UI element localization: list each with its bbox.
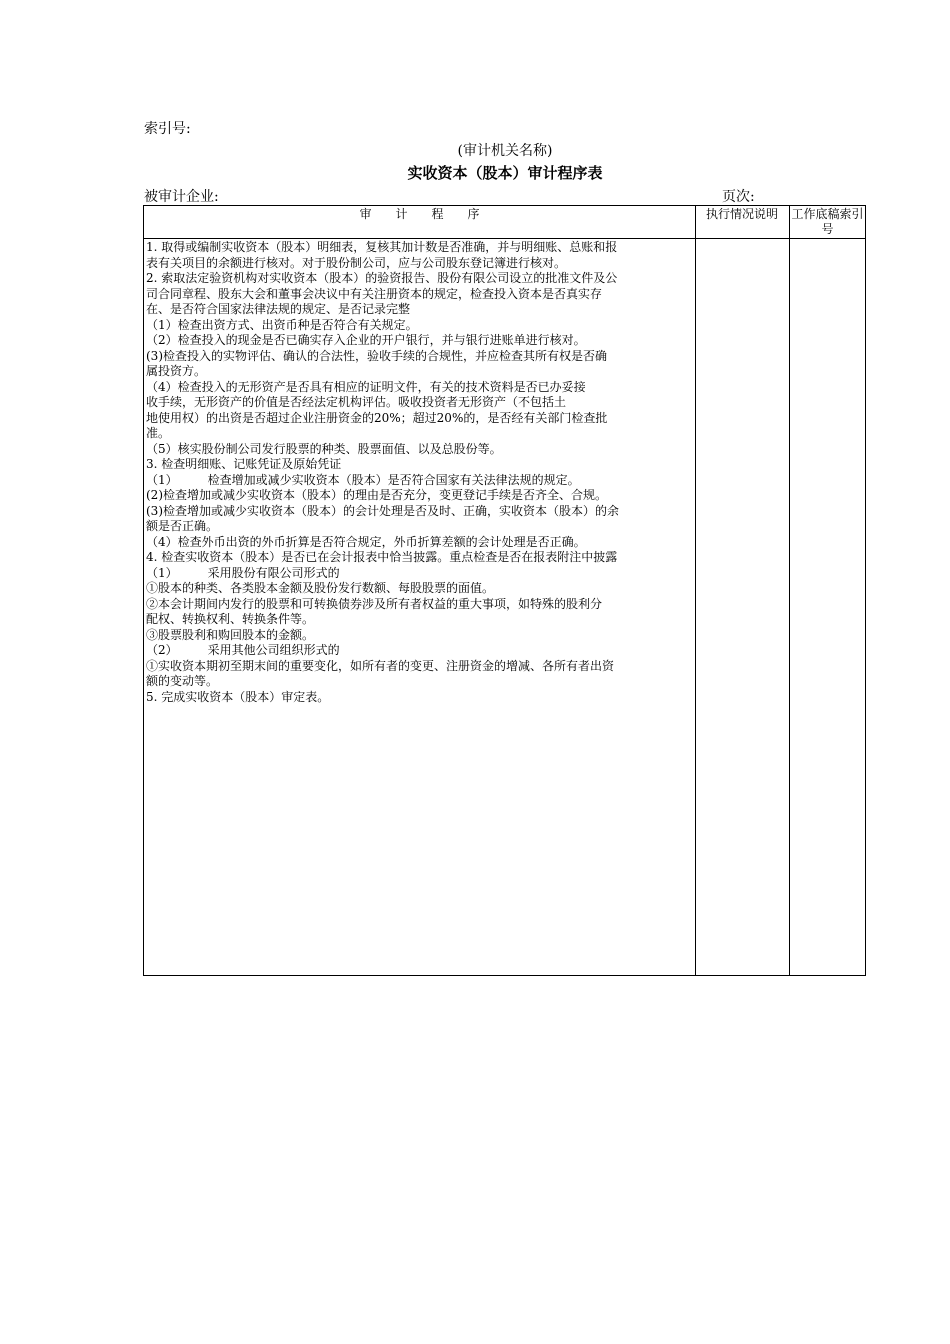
procedure-line: （1） 采用股份有限公司形式的 — [146, 565, 340, 580]
procedure-line: 司合同章程、股东大会和董事会决议中有关注册资本的规定，检查投入资本是否真实存 — [146, 286, 603, 301]
procedure-line: 地使用权）的出资是否超过企业注册资金的20%；超过20%的，是否经有关部门检查批 — [146, 410, 608, 425]
procedure-line: 3. 检查明细账、记账凭证及原始凭证 — [146, 457, 342, 471]
procedure-line: (2)检查增加或减少实收资本（股本）的理由是否充分，变更登记手续是否齐全、合规。 — [146, 488, 608, 502]
procedure-line: 在、是否符合国家法律法规的规定、是否记录完整 — [146, 302, 411, 316]
procedure-line: （4）检查外币出资的外币折算是否符合规定，外币折算差额的会计处理是否正确。 — [146, 534, 586, 549]
audited-enterprise-label: 被审计企业: — [144, 189, 219, 205]
procedure-line: （1） 检查增加或减少实收资本（股本）是否符合国家有关法律法规的规定。 — [146, 472, 580, 487]
header-divider — [695, 238, 866, 239]
index-number-label: 索引号: — [144, 121, 191, 137]
column-divider — [789, 206, 790, 975]
column-header-execution: 执行情况说明 — [705, 207, 778, 221]
procedure-line: 额是否正确。 — [146, 519, 219, 533]
column-header-workpaper-index: 工作底稿索引号 — [791, 207, 864, 236]
procedure-line: ②本会计期间内发行的股票和可转换债券涉及所有者权益的重大事项，如特殊的股利分 — [146, 596, 603, 611]
audit-org-name: (审计机关名称) — [457, 143, 553, 159]
procedure-line: （2）检查投入的现金是否已确实存入企业的开户银行，并与银行进账单进行核对。 — [146, 333, 586, 347]
procedure-line: （1）检查出资方式、出资币种是否符合有关规定。 — [146, 317, 418, 332]
header-divider — [144, 238, 695, 239]
procedure-line: 4. 检查实收资本（股本）是否已在会计报表中恰当披露。重点检查是否在报表附注中披露 — [146, 550, 618, 564]
procedure-line: 额的变动等。 — [146, 674, 219, 688]
procedure-line: 配权、转换权利、转换条件等。 — [146, 612, 315, 626]
procedure-text — [146, 240, 695, 705]
procedure-line: ①股本的种类、各类股本金额及股份发行数额、每股股票的面值。 — [146, 581, 495, 595]
page-title: 实收资本（股本）审计程序表 — [407, 164, 603, 182]
procedure-line: 2. 索取法定验资机构对实收资本（股本）的验资报告、股份有限公司设立的批准文件及公 — [146, 271, 618, 285]
procedure-line: （5）核实股份制公司发行股票的种类、股票面值、以及总股份等。 — [146, 441, 502, 456]
procedure-line: （2） 采用其他公司组织形式的 — [146, 643, 340, 657]
procedure-line: (3)检查投入的实物评估、确认的合法性，验收手续的合规性，并应检查其所有权是否确 — [146, 348, 608, 363]
procedure-line: 准。 — [146, 426, 171, 440]
procedure-line: 属投资方。 — [146, 364, 207, 378]
procedure-line: ①实收资本期初至期末间的重要变化，如所有者的变更、注册资金的增减、各所有者出资 — [146, 658, 615, 673]
procedure-line: 5. 完成实收资本（股本）审定表。 — [146, 689, 330, 704]
audit-procedure-table — [143, 205, 866, 976]
procedure-line: （4）检查投入的无形资产是否具有相应的证明文件，有关的技术资料是否已办妥接 — [146, 379, 586, 394]
column-divider — [695, 206, 696, 975]
column-header-procedure: 审 计 程 序 — [359, 207, 480, 221]
procedure-line: 收手续，无形资产的价值是否经法定机构评估。吸收投资者无形资产（不包括土 — [146, 395, 567, 409]
procedure-line: ③股票股利和购回股本的金额。 — [146, 627, 315, 642]
procedure-line: 1. 取得或编制实收资本（股本）明细表，复核其加计数是否准确，并与明细账、总账和报 — [146, 240, 618, 254]
procedure-line: (3)检查增加或减少实收资本（股本）的会计处理是否及时、正确，实收资本（股本）的余 — [146, 503, 620, 518]
page-number-label: 页次: — [722, 189, 755, 205]
procedure-line: 表有关项目的余额进行核对。对于股份制公司，应与公司股东登记簿进行核对。 — [146, 255, 567, 270]
